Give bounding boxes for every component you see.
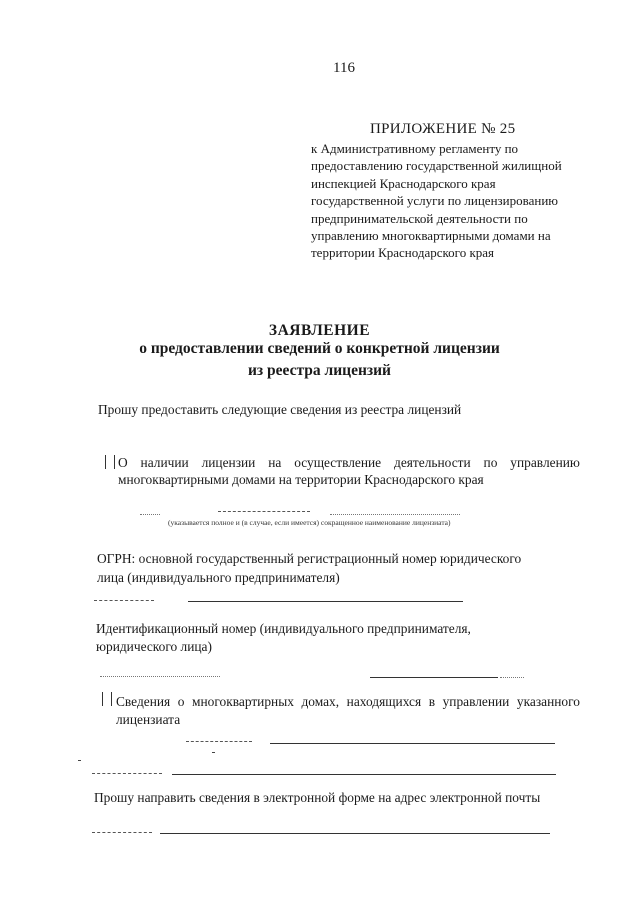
buildings-field-segment (172, 774, 556, 775)
license-info-checkbox[interactable] (105, 455, 115, 469)
inn-field[interactable] (100, 676, 220, 677)
licensee-name-field-segment (330, 514, 460, 515)
option-2-word: в (428, 694, 436, 709)
scan-speck (212, 752, 215, 753)
option-1-line-2: многоквартирными домами на территории Краснодарского края (118, 472, 484, 487)
document-subtitle-line-1: о предоставлении сведений о конкретной лицензии (139, 340, 500, 357)
appendix-description (311, 140, 601, 262)
ogrn-label-line-2: лица (индивидуального предпринимателя) (97, 570, 340, 585)
option-1-word: на (268, 455, 282, 470)
appendix-line: предоставлению государственной жилищной (311, 158, 562, 174)
option-2-line-1 (116, 694, 580, 710)
option-2-line-2: лицензиата (116, 712, 181, 727)
email-field-segment (160, 833, 550, 834)
appendix-line: государственной услуги по лицензированию (311, 193, 558, 209)
inn-field-segment (370, 677, 498, 678)
licensee-name-note: (указывается полное и (в случае, если имеется) сокращенное наименование лицензиата) (168, 518, 451, 527)
option-2-word: Сведения (116, 694, 171, 709)
inn-label-line-1: Идентификационный номер (индивидуального предпринимателя, (96, 621, 471, 636)
appendix-line: предпринимательской деятельности по (311, 210, 528, 226)
option-2-word: указанного (516, 694, 580, 709)
appendix-line: инспекцией Краснодарского края (311, 175, 496, 191)
option-2-word: управлении (442, 694, 510, 709)
appendix-line: управлению многоквартирными домами на (311, 228, 551, 244)
option-1-word: деятельности (394, 455, 471, 470)
appendix-line: к Административному регламенту по (311, 141, 519, 156)
licensee-name-field-segment (218, 511, 310, 512)
email-request-text: Прошу направить сведения в электронной форме на адрес электронной почты (94, 790, 541, 805)
buildings-field-segment (92, 773, 162, 774)
document-title: ЗАЯВЛЕНИЕ (268, 322, 371, 339)
ogrn-field[interactable] (94, 600, 154, 601)
ogrn-field-segment (188, 601, 463, 602)
buildings-field[interactable] (186, 741, 252, 742)
option-2-word: находящихся (346, 694, 422, 709)
option-1-word: по (483, 455, 498, 470)
appendix-title: ПРИЛОЖЕНИЕ № 25 (370, 121, 516, 137)
ogrn-label-line-1: ОГРН: основной государственный регистрационный номер юридического (97, 551, 522, 566)
option-2-word: о (177, 694, 185, 709)
option-2-word: домах, (301, 694, 340, 709)
page-number: 116 (333, 60, 355, 76)
option-1-word: О (118, 455, 128, 470)
option-2-word: многоквартирных (192, 694, 294, 709)
apartment-buildings-checkbox[interactable] (102, 692, 112, 706)
option-1-word: осуществление (294, 455, 382, 470)
inn-label-line-2: юридического лица) (96, 639, 212, 654)
option-1-line-1 (118, 455, 580, 471)
document-subtitle-line-2: из реестра лицензий (248, 362, 391, 379)
request-text: Прошу предоставить следующие сведения из реестра лицензий (98, 402, 462, 417)
option-1-word: лицензии (201, 455, 256, 470)
option-1-word: наличии (140, 455, 189, 470)
licensee-name-field[interactable] (140, 514, 160, 515)
appendix-line: территории Краснодарского края (311, 245, 495, 261)
inn-field-segment (500, 677, 524, 678)
option-1-word: управлению (510, 455, 580, 470)
scan-speck (78, 760, 81, 761)
email-field[interactable] (92, 832, 152, 833)
buildings-field-segment (270, 743, 555, 744)
